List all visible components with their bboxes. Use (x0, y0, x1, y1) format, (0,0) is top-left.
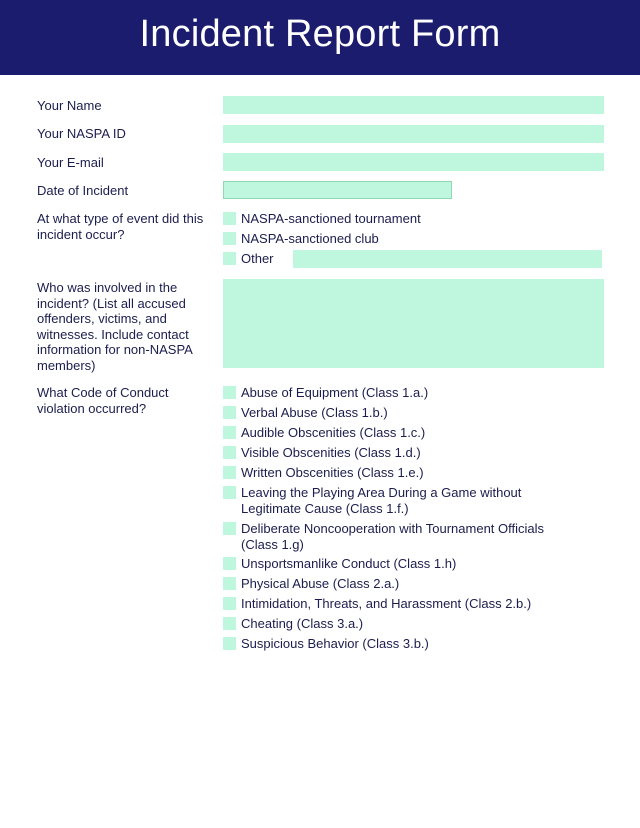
violation-option-label: Unsportsmanlike Conduct (Class 1.h) (241, 556, 457, 571)
violation-option[interactable] (223, 521, 551, 552)
violation-label: What Code of Conduct violation occurred? (37, 385, 169, 416)
violation-option[interactable] (223, 465, 561, 481)
violation-option[interactable] (223, 556, 561, 572)
event-option-other[interactable] (223, 251, 291, 267)
violation-option-label: Physical Abuse (Class 2.a.) (241, 576, 400, 591)
violation-option[interactable] (223, 385, 561, 401)
violation-checkbox[interactable] (223, 386, 236, 399)
violation-option-label: Suspicious Behavior (Class 3.b.) (241, 636, 429, 651)
violation-option[interactable] (223, 405, 561, 421)
violation-option-label: Leaving the Playing Area During a Game without Legitimate Cause (Class 1.f.) (241, 485, 522, 516)
email-label: Your E-mail (37, 155, 104, 170)
name-input[interactable] (223, 96, 604, 114)
event-option-label: NASPA-sanctioned tournament (241, 211, 421, 226)
date-input[interactable] (223, 181, 452, 199)
involved-label: Who was involved in the incident? (List all accused offenders, victims, and witnesses. Include contact information for non-NASPA members) (37, 280, 193, 373)
tournament-checkbox[interactable] (223, 212, 236, 225)
violation-option-label: Intimidation, Threats, and Harassment (Class 2.b.) (241, 596, 532, 611)
header-banner (0, 0, 640, 75)
email-input[interactable] (223, 153, 604, 171)
violation-checkbox[interactable] (223, 617, 236, 630)
violation-checkbox[interactable] (223, 446, 236, 459)
involved-textarea[interactable] (223, 279, 604, 368)
violation-option[interactable] (223, 425, 561, 441)
event-option-club[interactable] (223, 231, 561, 247)
violation-option-label: Abuse of Equipment (Class 1.a.) (241, 385, 429, 400)
violation-option[interactable] (223, 636, 561, 652)
violation-checkbox[interactable] (223, 597, 236, 610)
violation-checkbox[interactable] (223, 406, 236, 419)
violation-checkbox[interactable] (223, 426, 236, 439)
event-option-label: Other (241, 251, 274, 266)
violation-checkbox[interactable] (223, 577, 236, 590)
violation-option-label: Cheating (Class 3.a.) (241, 616, 364, 631)
naspa-id-label: Your NASPA ID (37, 126, 126, 141)
event-option-label: NASPA-sanctioned club (241, 231, 379, 246)
naspa-id-input[interactable] (223, 125, 604, 143)
event-type-label: At what type of event did this incident occur? (37, 211, 204, 242)
other-event-input[interactable] (293, 250, 602, 268)
violation-option-label: Visible Obscenities (Class 1.d.) (241, 445, 421, 460)
violation-option[interactable] (223, 616, 561, 632)
date-label: Date of Incident (37, 183, 129, 198)
event-option-tournament[interactable] (223, 211, 561, 227)
violation-option-label: Deliberate Noncooperation with Tournament Officials (Class 1.g) (241, 521, 545, 552)
other-checkbox[interactable] (223, 252, 236, 265)
violation-option[interactable] (223, 445, 561, 461)
violation-checkbox[interactable] (223, 466, 236, 479)
club-checkbox[interactable] (223, 232, 236, 245)
violation-option[interactable] (223, 485, 541, 516)
page-title: Incident Report Form (139, 13, 501, 55)
violation-option[interactable] (223, 576, 561, 592)
violation-checkbox[interactable] (223, 637, 236, 650)
violation-option-label: Written Obscenities (Class 1.e.) (241, 465, 424, 480)
violation-checkbox[interactable] (223, 486, 236, 499)
violation-checkbox[interactable] (223, 557, 236, 570)
violation-option-label: Verbal Abuse (Class 1.b.) (241, 405, 388, 420)
name-label: Your Name (37, 98, 102, 113)
violation-option-label: Audible Obscenities (Class 1.c.) (241, 425, 426, 440)
violation-option[interactable] (223, 596, 601, 612)
violation-checkbox[interactable] (223, 522, 236, 535)
